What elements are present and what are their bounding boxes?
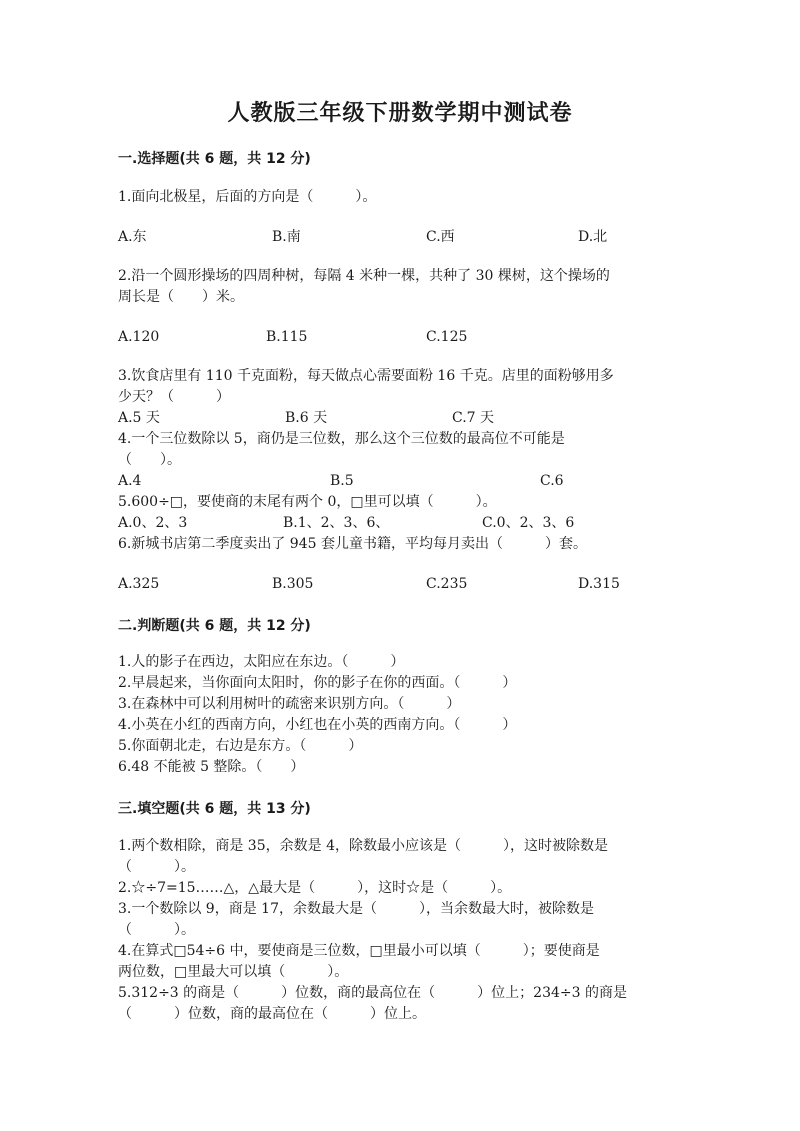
judgement-item: 4.小英在小红的西南方向，小红也在小英的西南方向。（ ）: [118, 717, 517, 733]
section-heading-choice: 一.选择题(共 6 题，共 12 分): [118, 151, 311, 167]
q3-option-b: B.6 天: [285, 410, 328, 426]
q1-option-c: C.西: [426, 229, 455, 245]
question-3-text-cont: 少天？（ ）: [118, 389, 230, 405]
q1-option-a: A.东: [118, 229, 147, 245]
q5-option-a: A.0、2、3: [118, 515, 188, 531]
judgement-item: 1.人的影子在西边，太阳应在东边。（ ）: [118, 654, 405, 670]
question-5-text: 5.600÷□，要使商的末尾有两个 0，□里可以填（ ）。: [118, 494, 497, 510]
q5-option-c: C.0、2、3、6: [482, 515, 575, 531]
question-1-text: 1.面向北极星，后面的方向是（ ）。: [118, 189, 377, 205]
judgement-item: 3.在森林中可以利用树叶的疏密来识别方向。（ ）: [118, 696, 461, 712]
q4-option-c: C.6: [540, 473, 564, 489]
fill-in-line: 4.在算式□54÷6 中，要使商是三位数，□里最小可以填（ ）；要使商是: [118, 943, 600, 959]
fill-in-line: （ ）。: [118, 922, 195, 938]
judgement-item: 2.早晨起来，当你面向太阳时，你的影子在你的西面。（ ）: [118, 675, 517, 691]
judgement-item: 6.48 不能被 5 整除。（ ）: [118, 759, 305, 775]
q6-option-b: B.305: [272, 576, 314, 592]
q5-option-b: B.1、2、3、6、: [283, 515, 390, 531]
question-2-text: 2.沿一个圆形操场的四周种树，每隔 4 米种一棵，共种了 30 棵树，这个操场的: [118, 268, 610, 284]
question-6-text: 6.新城书店第二季度卖出了 945 套儿童书籍，平均每月卖出（ ）套。: [118, 536, 587, 552]
fill-in-line: （ ）。: [118, 859, 195, 875]
q1-option-d: D.北: [578, 229, 608, 245]
page-title: 人教版三年级下册数学期中测试卷: [227, 101, 573, 126]
q6-option-c: C.235: [426, 576, 468, 592]
question-4-text-cont: （ ）。: [118, 452, 181, 468]
section-heading-judgement: 二.判断题(共 6 题，共 12 分): [118, 618, 311, 634]
question-3-text: 3.饮食店里有 110 千克面粉，每天做点心需要面粉 16 千克。店里的面粉够用多: [118, 368, 614, 384]
fill-in-line: 两位数，□里最大可以填（ ）。: [118, 964, 349, 980]
fill-in-line: 2.☆÷7=15……△，△最大是（ ），这时☆是（ ）。: [118, 880, 512, 896]
q3-option-a: A.5 天: [118, 410, 160, 426]
fill-in-line: 5.312÷3 的商是（ ）位数，商的最高位在（ ）位上；234÷3 的商是: [118, 985, 627, 1001]
q1-option-b: B.南: [272, 229, 301, 245]
question-4-text: 4.一个三位数除以 5，商仍是三位数，那么这个三位数的最高位不可能是: [118, 431, 565, 447]
fill-in-line: 3.一个数除以 9，商是 17，余数最大是（ ），当余数最大时，被除数是: [118, 901, 594, 917]
section-heading-fill-in: 三.填空题(共 6 题，共 13 分): [118, 801, 311, 817]
q3-option-c: C.7 天: [452, 410, 495, 426]
q2-option-b: B.115: [266, 329, 308, 345]
q2-option-c: C.125: [426, 329, 468, 345]
q4-option-a: A.4: [118, 473, 142, 489]
q2-option-a: A.120: [118, 329, 160, 345]
judgement-item: 5.你面朝北走，右边是东方。（ ）: [118, 738, 363, 754]
fill-in-line: （ ）位数，商的最高位在（ ）位上。: [118, 1006, 426, 1022]
q6-option-d: D.315: [578, 576, 620, 592]
q4-option-b: B.5: [330, 473, 354, 489]
question-2-text-cont: 周长是（ ）米。: [118, 289, 244, 305]
fill-in-line: 1.两个数相除，商是 35，余数是 4，除数最小应该是（ ），这时被除数是: [118, 838, 608, 854]
q6-option-a: A.325: [118, 576, 160, 592]
